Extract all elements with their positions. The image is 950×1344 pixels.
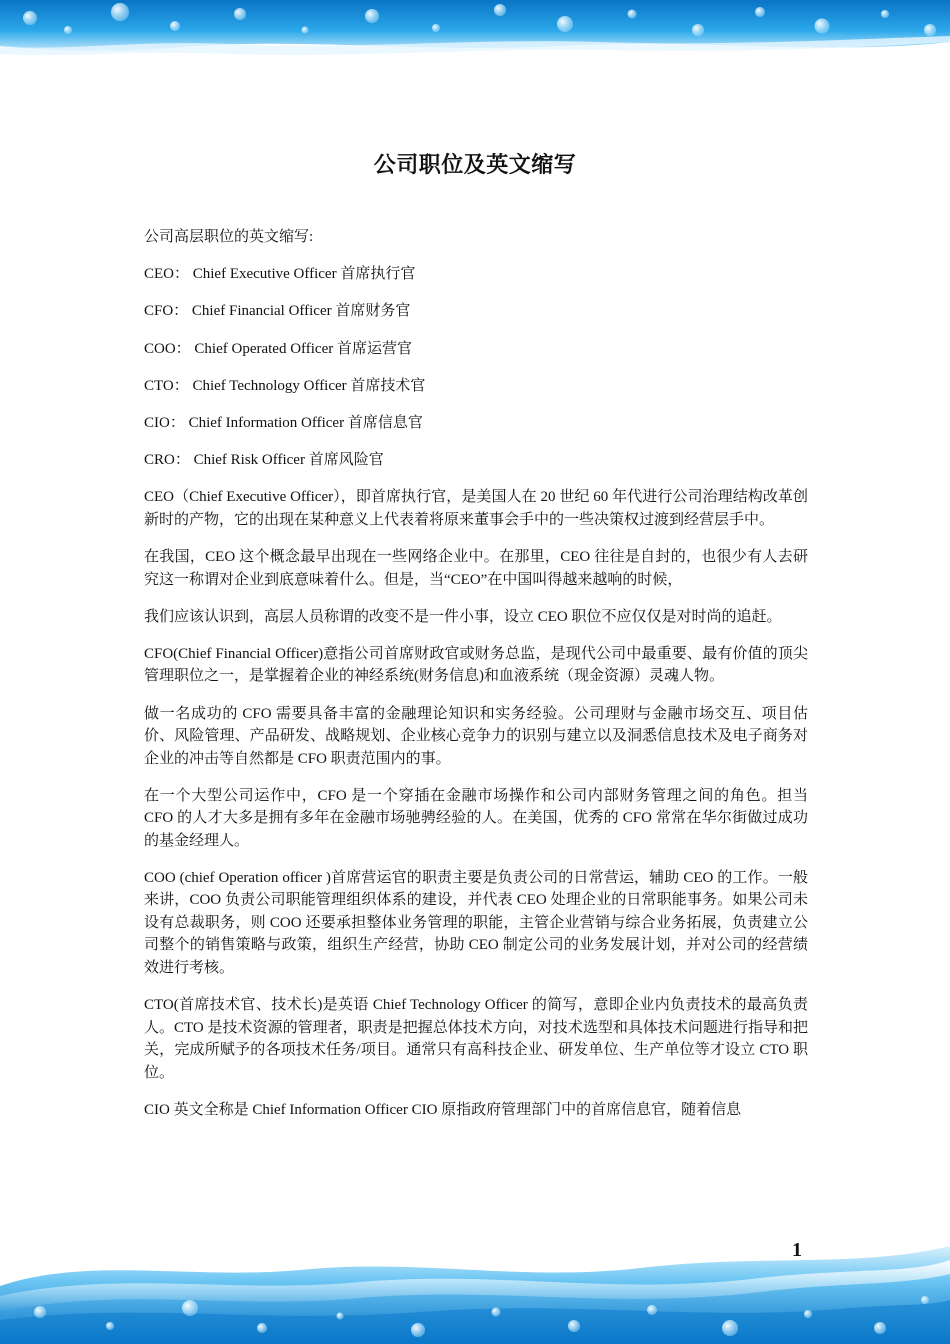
paragraph-cfo-skills: 做一名成功的 CFO 需要具备丰富的金融理论知识和实务经验。公司理财与金融市场交互、项目估价、风险管理、产品研发、战略规划、企业核心竞争力的识别与建立以及洞悉信息技术及电子商务对企业的冲击等自然都是 CFO 职责范围内的事。 bbox=[144, 705, 808, 767]
abbreviation-cio: CIO： Chief Information Officer 首席信息官 bbox=[144, 414, 423, 431]
bottom-banner-decoration bbox=[0, 1216, 950, 1344]
top-banner-decoration bbox=[0, 0, 950, 58]
document-title: 公司职位及英文缩写 bbox=[373, 153, 577, 178]
abbreviation-cto: CTO： Chief Technology Officer 首席技术官 bbox=[144, 377, 426, 394]
document-body bbox=[144, 226, 808, 1136]
paragraph-ceo-china: 在我国，CEO 这个概念最早出现在一些网络企业中。在那里，CEO 往往是自封的，也很少有人去研究这一称谓对企业到底意味着什么。但是，当“CEO”在中国叫得越来越响的时候， bbox=[144, 549, 808, 588]
abbreviation-cro: CRO： Chief Risk Officer 首席风险官 bbox=[144, 452, 384, 469]
paragraph-coo: COO (chief Operation officer )首席营运官的职责主要是负责公司的日常营运，辅助 CEO 的工作。一般来讲，COO 负责公司职能管理组织体系的建设，并代表 CEO 处理企业的日常职能事务。如果公司未设有总裁职务，则 COO 还要承担整体业务管理的职能，主管企业营销与综合业务拓展，负责建立公司整个的销售策略与政策，组织生产经营，协助 CEO 制定公司的业务发展计划，并对公司的经营绩效进行考核。 bbox=[144, 869, 808, 976]
paragraph-ceo-awareness: 我们应该认识到，高层人员称谓的改变不是一件小事，设立 CEO 职位不应仅仅是对时尚的追赶。 bbox=[144, 608, 782, 625]
abbreviation-coo: COO： Chief Operated Officer 首席运营官 bbox=[144, 340, 412, 357]
paragraph-cto: CTO(首席技术官、技术长)是英语 Chief Technology Officer 的简写，意即企业内负责技术的最高负责人。CTO 是技术资源的管理者，职责是把握总体技术方向，对技术选型和具体技术问题进行指导和把关，完成所赋予的各项技术任务/项目。通常只有高科技企业、研发单位、生产单位等才设立 CTO 职位。 bbox=[144, 997, 808, 1081]
paragraph-cfo-definition: CFO(Chief Financial Officer)意指公司首席财政官或财务总监，是现代公司中最重要、最有价值的顶尖管理职位之一，是掌握着企业的神经系统(财务信息)和血液系统（现金资源）灵魂人物。 bbox=[144, 645, 808, 685]
bottom-wave-graphic bbox=[0, 1216, 950, 1344]
top-wave-graphic bbox=[0, 0, 950, 58]
intro-line: 公司高层职位的英文缩写: bbox=[144, 229, 314, 245]
abbreviation-ceo: CEO： Chief Executive Officer 首席执行官 bbox=[144, 266, 416, 283]
paragraph-ceo-origin: CEO（Chief Executive Officer），即首席执行官，是美国人在 20 世纪 60 年代进行公司治理结构改革创新时的产物，它的出现在某种意义上代表着将原来董事会手中的一些决策权过渡到经营层手中。 bbox=[144, 489, 808, 528]
paragraph-cfo-role: 在一个大型公司运作中，CFO 是一个穿插在金融市场操作和公司内部财务管理之间的角色。担当 CFO 的人才大多是拥有多年在金融市场驰骋经验的人。在美国，优秀的 CFO 常常在华尔街做过成功的基金经理人。 bbox=[144, 787, 808, 849]
paragraph-cio: CIO 英文全称是 Chief Information Officer CIO 原指政府管理部门中的首席信息官，随着信息 bbox=[144, 1101, 742, 1118]
abbreviation-cfo: CFO： Chief Financial Officer 首席财务官 bbox=[144, 303, 411, 320]
page-number: 1 bbox=[792, 1239, 802, 1261]
